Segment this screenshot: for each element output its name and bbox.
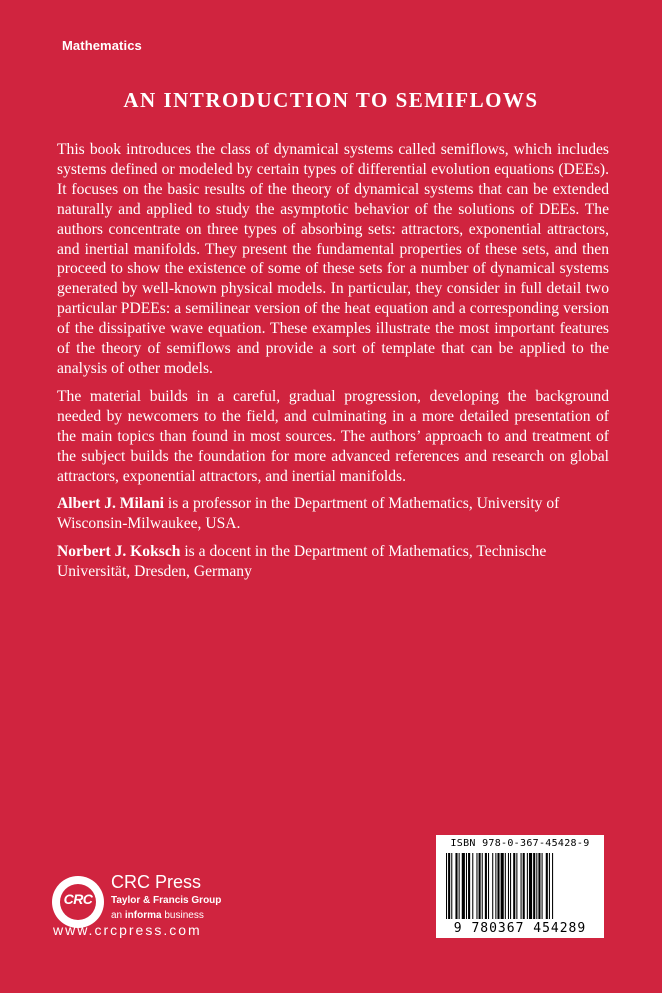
author-name-1: Albert J. Milani: [57, 495, 164, 513]
author-bio-1: [57, 494, 609, 534]
publisher-website: www.crcpress.com: [53, 922, 202, 938]
author-bio-text-2: is a docent in the Department of Mathematics, Technische Universität, Dresden, Germany: [57, 543, 547, 581]
publisher-group: Taylor & Francis Group: [111, 895, 222, 906]
description-paragraph-2: The material builds in a careful, gradual progression, developing the background needed by newcomers to the field, and culminating in a more detailed presentation of the main topics than found in most sources. The authors’ approach to and treatment of the subject builds the foundation for more advanced references and research on global attractors, exponential attractors, and inertial manifolds.: [57, 387, 609, 485]
barcode-icon: [444, 853, 596, 921]
isbn-label: ISBN 978-0-367-45428-9: [450, 838, 590, 849]
publisher-logo: [50, 870, 290, 950]
description-paragraph-1: This book introduces the class of dynamical systems called semiflows, which includes systems defined or modeled by certain types of differential evolution equations (DEEs). It focuses on the basic results of the theory of dynamical systems that can be extended naturally and applied to study the asymptotic behavior of the solutions of DEEs. The authors concentrate on three types of absorbing sets: attractors, exponential attractors, and inertial manifolds. They present the fundamental properties of these sets, and then proceed to show the existence of some of these sets for a number of dynamical systems generated by well-known physical models. In particular, they consider in full detail two particular PDEEs: a semilinear version of the heat equation and a corresponding version of the dissipative wave equation. These examples illustrate the most important features of the theory of semiflows and provide a sort of template that can be applied to the analysis of other models.: [57, 141, 609, 377]
isbn-barcode: [436, 835, 604, 938]
crc-logo-text: CRC: [63, 891, 93, 907]
barcode-digits: 9 780367 454289: [453, 921, 587, 936]
publisher-business: an informa business: [111, 910, 204, 921]
description-block: [57, 140, 609, 590]
author-bio-2: [57, 542, 609, 582]
category-label: Mathematics: [62, 38, 142, 53]
author-bio-text-1: is a professor in the Department of Mathematics, University of Wisconsin-Milwaukee, USA.: [57, 495, 560, 533]
author-name-2: Norbert J. Koksch: [57, 543, 181, 561]
book-title: AN INTRODUCTION TO SEMIFLOWS: [123, 88, 539, 112]
publisher-name: CRC Press: [111, 872, 202, 892]
